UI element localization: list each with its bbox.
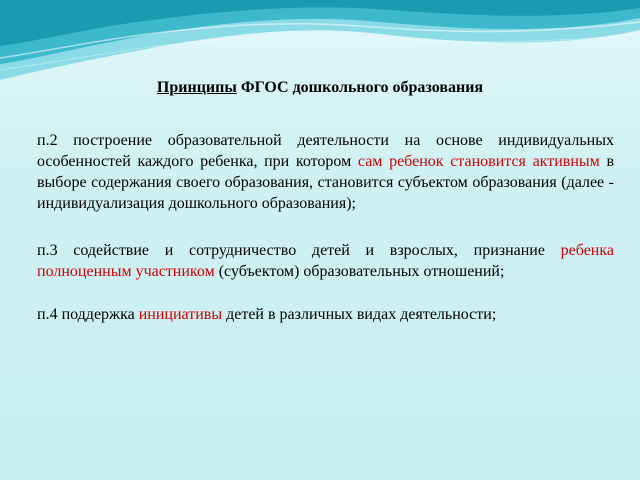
principle-paragraph-3	[37, 240, 614, 282]
p4-text-2: детей в различных видах деятельности;	[222, 306, 497, 323]
principle-paragraph-2	[37, 130, 614, 214]
p2-text-2: в выборе содержания своего образования, становится субъектом образования (далее - индивидуализация дошкольного образования);	[37, 153, 614, 212]
decorative-wave-header	[0, 0, 640, 80]
p2-text-1: п.2 построение образовательной деятельности на основе индивидуальных особенностей каждого ребенка, при котором	[37, 132, 614, 170]
title-underlined: Принципы	[156, 79, 237, 96]
p3-text-2: (субъектом) образовательных отношений;	[214, 263, 505, 280]
principle-paragraph-4	[37, 304, 614, 325]
p4-highlight: инициативы	[138, 306, 223, 323]
p3-highlight: ребенка полноценным участником	[37, 242, 614, 280]
slide-title	[0, 79, 640, 97]
p2-highlight: сам ребенок становится активным	[357, 153, 600, 170]
title-rest: ФГОС дошкольного образования	[236, 79, 484, 96]
p4-text-1: п.4 поддержка	[37, 306, 139, 323]
p3-text-1: п.3 содействие и сотрудничество детей и взрослых, признание	[37, 242, 561, 259]
